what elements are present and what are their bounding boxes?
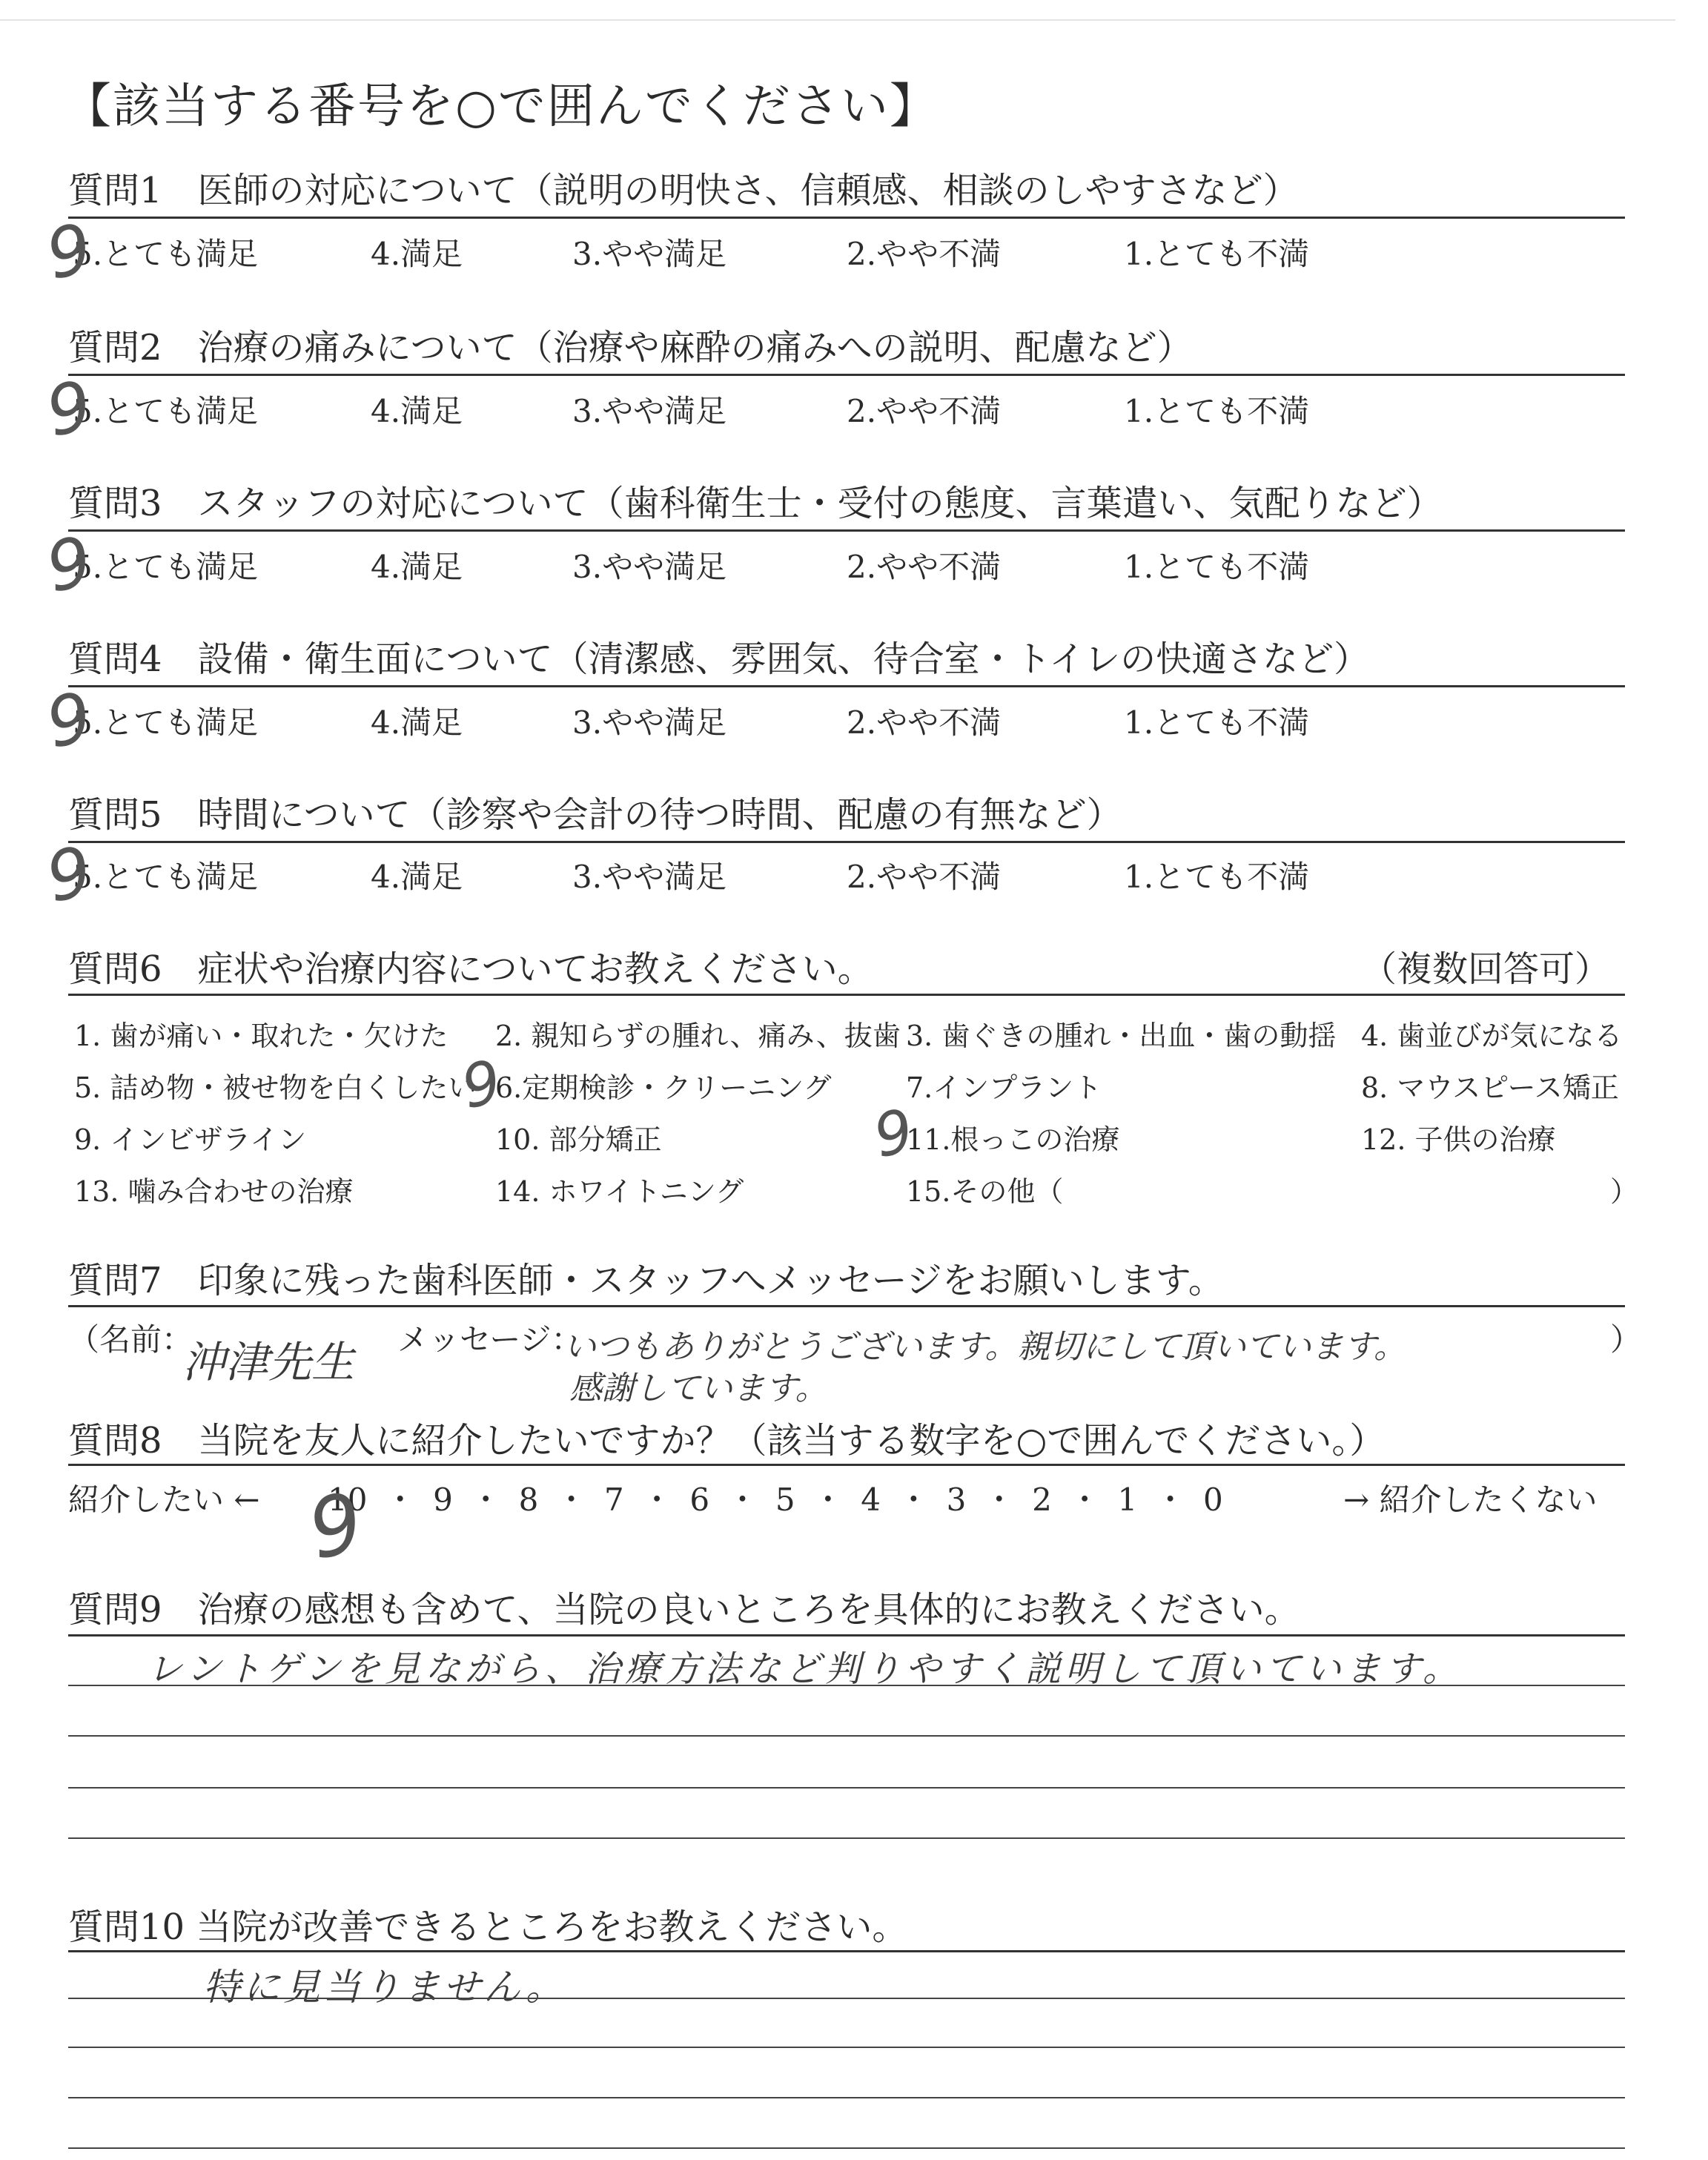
option-satisfied[interactable]: 4.満足 [371, 859, 463, 895]
treatment-item[interactable]: 15.その他（ [906, 1175, 1064, 1208]
question-9-title: 質問9 治療の感想も含めて、当院の良いところを具体的にお教えください。 [68, 1589, 1300, 1631]
treatment-item[interactable]: 10. 部分矯正 [495, 1123, 662, 1156]
option-very-dissatisfied[interactable]: 1.とても不満 [1124, 859, 1310, 895]
recommend-scale[interactable]: 10 ・ 9 ・ 8 ・ 7 ・ 6 ・ 5 ・ 4 ・ 3 ・ 2 ・ 1 ・ 0 [328, 1482, 1223, 1518]
answer-line [68, 1787, 1625, 1789]
question-6-rule [68, 994, 1625, 996]
option-very-satisfied[interactable]: 5.とても満足 [73, 393, 259, 429]
option-very-dissatisfied[interactable]: 1.とても不満 [1124, 704, 1310, 741]
handwritten-check-mark: 9 [39, 366, 99, 452]
option-very-dissatisfied[interactable]: 1.とても不満 [1124, 549, 1310, 585]
answer-line [68, 1998, 1625, 1999]
option-somewhat-dissatisfied[interactable]: 2.やや不満 [847, 704, 1002, 741]
handwritten-check-mark: 9 [39, 208, 99, 295]
option-somewhat-satisfied[interactable]: 3.やや満足 [572, 393, 727, 429]
option-somewhat-satisfied[interactable]: 3.やや満足 [572, 859, 727, 895]
option-somewhat-dissatisfied[interactable]: 2.やや不満 [847, 859, 1002, 895]
option-somewhat-dissatisfied[interactable]: 2.やや不満 [847, 393, 1002, 429]
treatment-item[interactable]: 9. インビザライン [74, 1123, 307, 1156]
page-top-edge [0, 19, 1675, 21]
option-very-satisfied[interactable]: 5.とても満足 [73, 704, 259, 741]
question-10-rule [68, 1950, 1625, 1952]
treatment-item[interactable]: 1. 歯が痛い・取れた・欠けた [74, 1020, 448, 1052]
question-10-title: 質問10 当院が改善できるところをお教えください。 [68, 1906, 908, 1948]
message-close-paren: ） [1610, 1321, 1642, 1358]
question-2-title: 質問2 治療の痛みについて（治療や麻酔の痛みへの説明、配慮など） [68, 327, 1193, 369]
name-label: （名前： [68, 1321, 193, 1358]
handwritten-message-line-1[interactable]: いつもありがとうございます。親切にして頂いています。 [563, 1328, 1406, 1366]
option-very-dissatisfied[interactable]: 1.とても不満 [1124, 393, 1310, 429]
question-7-title: 質問7 印象に残った歯科医師・スタッフへメッセージをお願いします。 [68, 1260, 1224, 1301]
answer-line [68, 2097, 1625, 2098]
handwritten-check-mark: 9 [300, 1474, 371, 1578]
option-somewhat-satisfied[interactable]: 3.やや満足 [572, 236, 727, 272]
answer-line [68, 1837, 1625, 1839]
treatment-item[interactable]: 12. 子供の治療 [1361, 1123, 1556, 1156]
handwritten-message-line-2[interactable]: 感謝しています。 [569, 1370, 828, 1407]
treatment-item[interactable]: 5. 詰め物・被せ物を白くしたい [74, 1071, 477, 1104]
question-7-rule [68, 1305, 1625, 1307]
option-very-satisfied[interactable]: 5.とても満足 [73, 236, 259, 272]
handwritten-check-mark: 9 [39, 521, 99, 608]
question-8-title: 質問8 当院を友人に紹介したいですか？（該当する数字を○で囲んでください。） [68, 1420, 1386, 1462]
handwritten-good-points-answer[interactable]: レントゲンを見ながら、治療方法など判りやすく説明して頂いています。 [147, 1648, 1463, 1690]
handwritten-improvement-answer[interactable]: 特に見当りません。 [203, 1966, 566, 2009]
other-close-paren: ） [1610, 1175, 1639, 1208]
option-very-dissatisfied[interactable]: 1.とても不満 [1124, 236, 1310, 272]
question-3-rule [68, 529, 1625, 532]
treatment-item[interactable]: 4. 歯並びが気になる [1361, 1020, 1623, 1052]
treatment-item[interactable]: 8. マウスピース矯正 [1361, 1071, 1619, 1104]
answer-line [68, 1685, 1625, 1686]
option-satisfied[interactable]: 4.満足 [371, 549, 463, 585]
question-4-title: 質問4 設備・衛生面について（清潔感、雰囲気、待合室・トイレの快適さなど） [68, 638, 1370, 680]
option-satisfied[interactable]: 4.満足 [371, 704, 463, 741]
option-satisfied[interactable]: 4.満足 [371, 236, 463, 272]
answer-line [68, 2047, 1625, 2048]
question-9-rule [68, 1634, 1625, 1636]
option-very-satisfied[interactable]: 5.とても満足 [73, 859, 259, 895]
option-very-satisfied[interactable]: 5.とても満足 [73, 549, 259, 585]
message-label: メッセージ： [397, 1321, 583, 1358]
handwritten-staff-name[interactable]: 沖津先生 [182, 1337, 355, 1387]
recommend-left-label: 紹介したい ← [68, 1482, 260, 1518]
question-1-title: 質問1 医師の対応について（説明の明快さ、信頼感、相談のしやすさなど） [68, 170, 1299, 211]
question-8-rule [68, 1464, 1625, 1466]
option-somewhat-dissatisfied[interactable]: 2.やや不満 [847, 549, 1002, 585]
handwritten-check-mark: 9 [867, 1095, 920, 1172]
option-somewhat-satisfied[interactable]: 3.やや満足 [572, 549, 727, 585]
treatment-item[interactable]: 11.根っこの治療 [906, 1123, 1120, 1156]
treatment-item[interactable]: 2. 親知らずの腫れ、痛み、抜歯 [495, 1020, 901, 1052]
treatment-item[interactable]: 13. 噛み合わせの治療 [74, 1175, 354, 1208]
handwritten-check-mark: 9 [39, 831, 99, 918]
option-somewhat-satisfied[interactable]: 3.やや満足 [572, 704, 727, 741]
form-header: 【該当する番号を○で囲んでください】 [64, 79, 939, 134]
question-3-title: 質問3 スタッフの対応について（歯科衛生士・受付の態度、言葉遣い、気配りなど） [68, 483, 1443, 524]
handwritten-check-mark: 9 [455, 1046, 508, 1123]
question-2-rule [68, 374, 1625, 376]
treatment-item[interactable]: 3. 歯ぐきの腫れ・出血・歯の動揺 [906, 1020, 1337, 1052]
answer-line [68, 1735, 1625, 1737]
option-satisfied[interactable]: 4.満足 [371, 393, 463, 429]
treatment-item[interactable]: 6.定期検診・クリーニング [495, 1071, 832, 1104]
treatment-item[interactable]: 7.インプラント [906, 1071, 1102, 1104]
treatment-item[interactable]: 14. ホワイトニング [495, 1175, 744, 1208]
handwritten-check-mark: 9 [39, 677, 99, 764]
question-5-title: 質問5 時間について（診察や会計の待つ時間、配慮の有無など） [68, 794, 1122, 836]
recommend-right-label: → 紹介したくない [1343, 1482, 1598, 1518]
question-1-rule [68, 217, 1625, 219]
option-somewhat-dissatisfied[interactable]: 2.やや不満 [847, 236, 1002, 272]
question-6-title: 質問6 症状や治療内容についてお教えください。 [68, 948, 873, 990]
question-4-rule [68, 685, 1625, 687]
answer-line [68, 2147, 1625, 2149]
question-5-rule [68, 841, 1625, 843]
question-6-note: （複数回答可） [1361, 948, 1611, 990]
